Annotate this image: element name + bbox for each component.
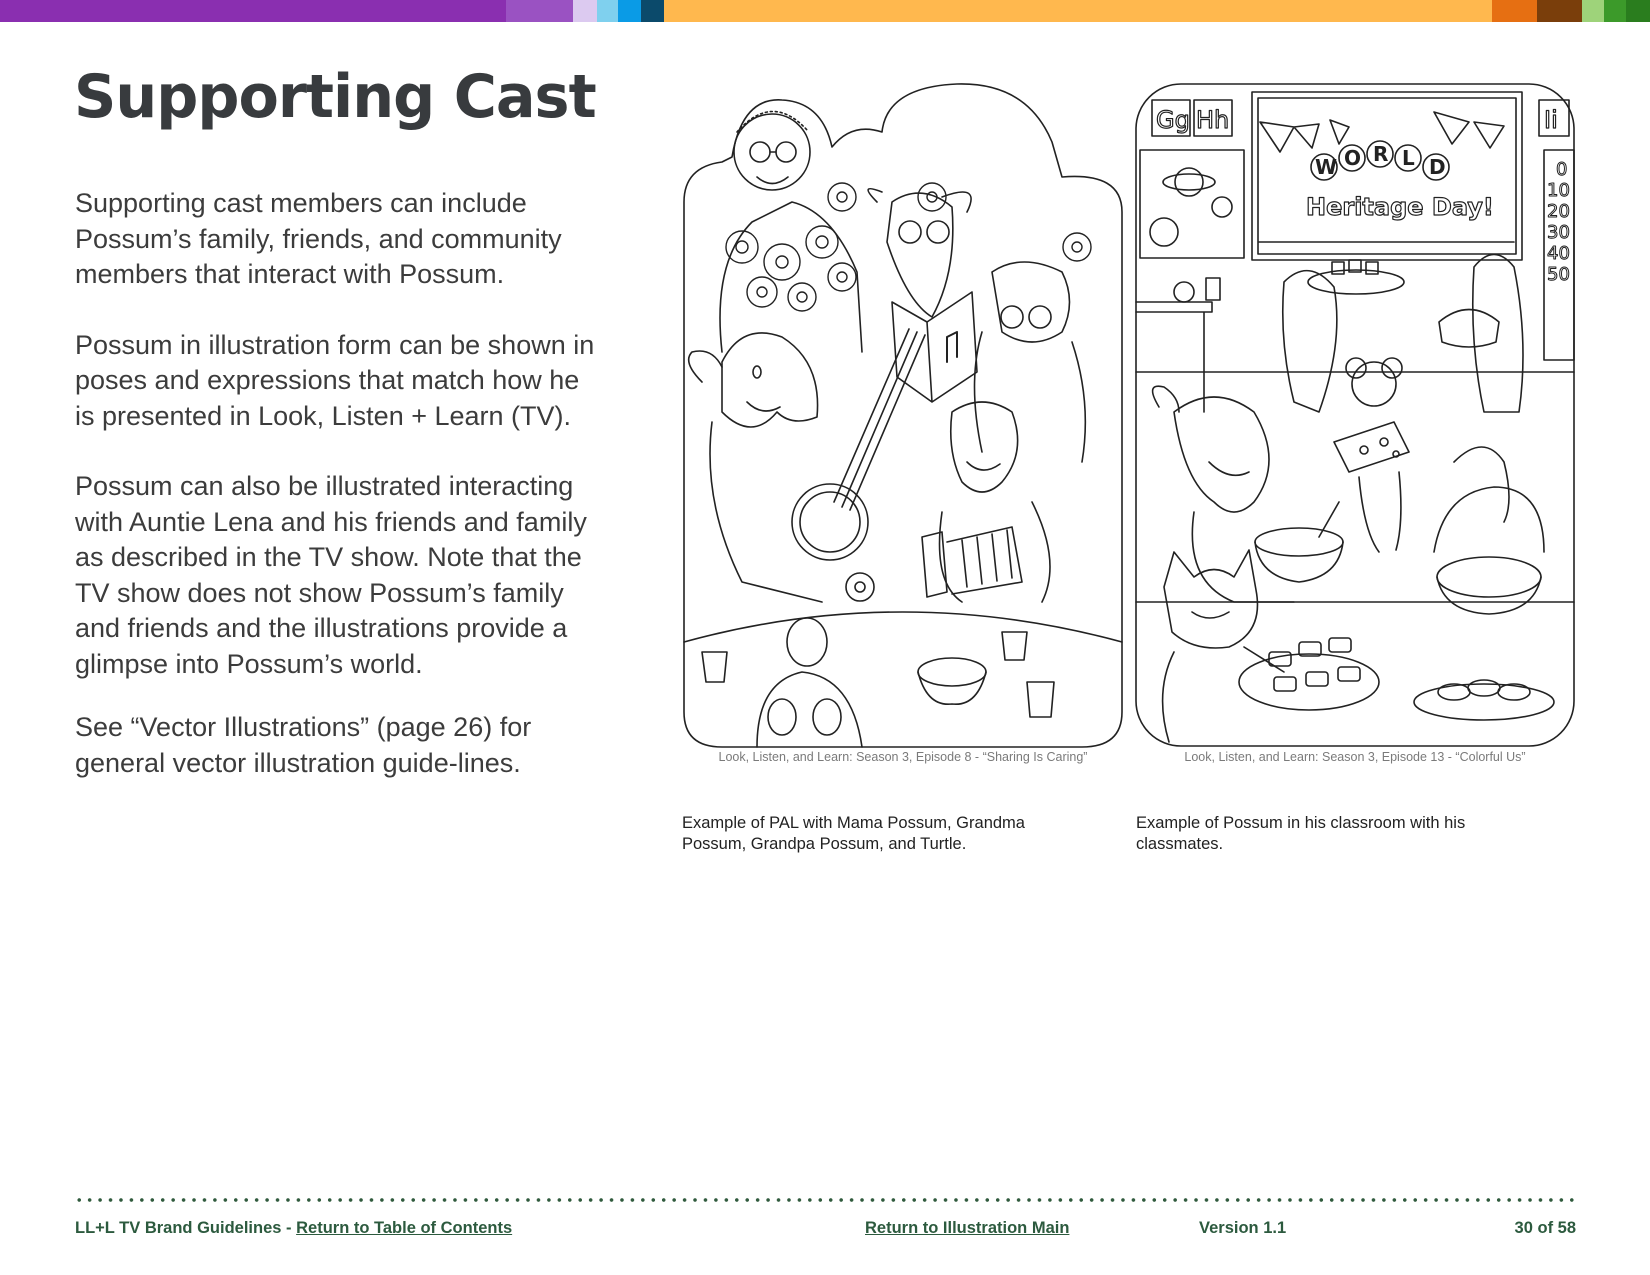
- heritage-day-banner: Heritage Day!: [1306, 193, 1494, 221]
- world-letter-w: W: [1315, 155, 1338, 179]
- number-20: 20: [1547, 201, 1570, 222]
- stripe-purple: [0, 0, 506, 22]
- footer-dotted-rule: [74, 1197, 1576, 1203]
- number-10: 10: [1547, 180, 1570, 201]
- stripe-light-green: [1582, 0, 1604, 22]
- footer-page-number: 30 of 58: [1514, 1219, 1576, 1237]
- footer-illustration-nav: [865, 1219, 1069, 1238]
- world-letter-l: L: [1402, 146, 1415, 170]
- credit-episode-8: Look, Listen, and Learn: Season 3, Episode 8 - “Sharing Is Caring”: [718, 750, 1088, 764]
- color-stripe-bar: [0, 0, 1650, 22]
- stripe-orange: [664, 0, 1492, 22]
- stripe-end: [1626, 0, 1650, 22]
- number-30: 30: [1547, 222, 1570, 243]
- body-text: [75, 186, 595, 816]
- world-letter-o: O: [1344, 146, 1362, 170]
- world-letter-r: R: [1373, 142, 1389, 166]
- number-0: 0: [1556, 159, 1568, 180]
- paragraph-poses: Possum in illustration form can be shown in poses and expressions that match how he is presented in Look, Listen + Learn (TV).: [75, 329, 595, 431]
- world-letter-d: D: [1429, 155, 1446, 179]
- stripe-dark-orange: [1492, 0, 1537, 22]
- page-title: Supporting Cast: [74, 62, 596, 132]
- stripe-lavender: [573, 0, 597, 22]
- stripe-light-purple: [506, 0, 573, 22]
- return-to-toc-link[interactable]: Return to Table of Contents: [296, 1219, 513, 1237]
- stripe-brown: [1537, 0, 1582, 22]
- footer-brand: [75, 1219, 512, 1238]
- paragraph-see-vector: See “Vector Illustrations” (page 26) for general vector illustration guide-lines.: [75, 712, 532, 778]
- illustration-classroom: [1134, 82, 1576, 748]
- stripe-navy: [641, 0, 664, 22]
- caption-classroom: Example of Possum in his classroom with his classmates.: [1136, 814, 1466, 853]
- footer-brand-label: LL+L TV Brand Guidelines -: [75, 1219, 292, 1237]
- caption-family-scene: Example of PAL with Mama Possum, Grandma Possum, Grandpa Possum, and Turtle.: [682, 814, 1025, 853]
- stripe-sky: [597, 0, 618, 22]
- paragraph-auntie-lena: Possum can also be illustrated interacting with Auntie Lena and his friends and family as described in the TV show. Note that the TV show does not show Possum’s family and friends and the illustrations provide a glimpse into Possum’s world.: [75, 471, 587, 679]
- stripe-green: [1604, 0, 1626, 22]
- credit-episode-13: Look, Listen, and Learn: Season 3, Episode 13 - “Colorful Us”: [1184, 750, 1526, 764]
- return-to-illustration-main-link[interactable]: Return to Illustration Main: [865, 1219, 1070, 1237]
- alpha-card-1: Gg: [1156, 106, 1190, 134]
- illustration-family-scene: [682, 82, 1124, 748]
- stripe-blue: [618, 0, 641, 22]
- alpha-card-3: Ii: [1544, 106, 1558, 134]
- alpha-card-2: Hh: [1196, 106, 1230, 134]
- number-40: 40: [1547, 243, 1570, 264]
- number-50: 50: [1547, 264, 1570, 285]
- paragraph-intro: Supporting cast members can include Possum’s family, friends, and community members that interact with Possum.: [75, 188, 562, 289]
- footer-version: Version 1.1: [1199, 1219, 1287, 1237]
